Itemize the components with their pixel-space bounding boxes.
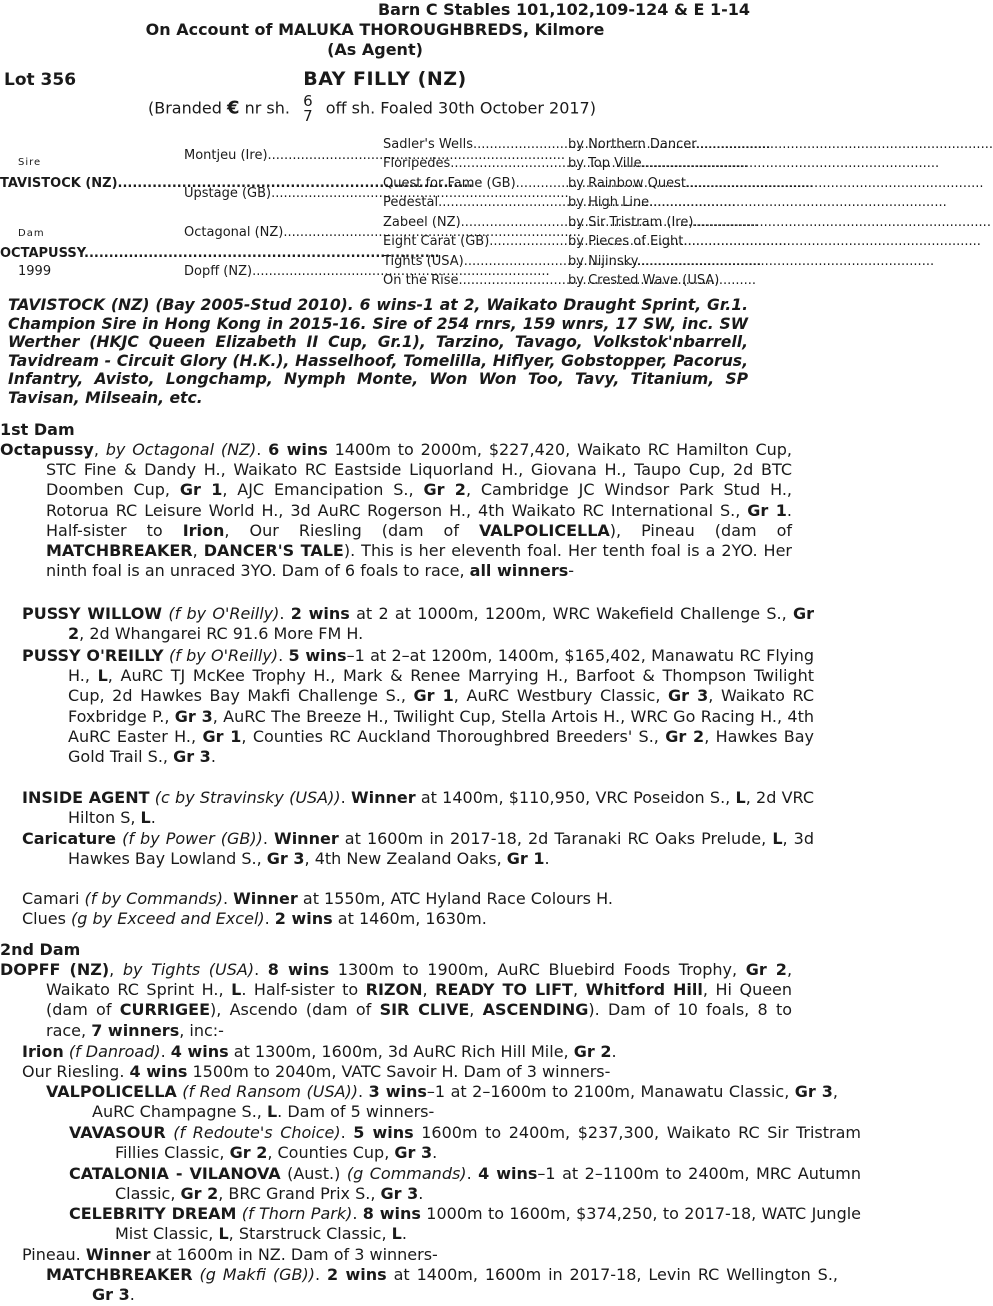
gen3-1: Sadler's Wells ..... [383,137,566,152]
gen4-4: by High Line ..... [568,195,744,210]
gen4-8: by Crested Wave (USA) [568,273,720,288]
first-dam-paragraph: Octapussy, by Octagonal (NZ). 6 wins 1400m to 2000m, $227,420, Waikato RC Hamilton Cup, STC Fine & Dandy H., Waikato RC Eastside Liquorland H., Giovana H., Taupo Cup, 2d BTC Doomben Cup, Gr 1, AJC Emancipation S., Gr 2, Cambridge JC Windsor Park Stud H., Rotorua RC Leisure World H., 3d AuRC Rogerson H., 4th Waikato RC International S., Gr 1. Half-sister to Irion, Our Riesling (dam of VALPOLICELLA), Pineau (dam of MATCHBREAKER, DANCER'S TALE). This is her eleventh foal. Her tenth foal is a 2YO. Her ninth foal is an unraced 3YO. Dam of 6 foals to race, all winners- [0,440,793,581]
gen3-2: Floripedes ..... [383,156,556,171]
progeny-matchbreaker: MATCHBREAKER (g Makfi (GB)). 2 wins at 1400m, 1600m in 2017-18, Levin RC Wellington S., Gr 3. [46,1265,838,1305]
brand-num-bottom: 7 [303,107,313,125]
brand-icon: € [227,97,240,119]
brand-prefix: (Branded [148,98,222,118]
horse-title: BAY FILLY (NZ) [303,68,467,90]
dam-label: Dam [18,228,45,239]
brand-suffix: off sh. Foaled 30th October 2017) [325,98,596,118]
progeny-clues: Clues (g by Exceed and Excel). 2 wins at 1460m, 1630m. [22,909,487,928]
progeny-catalonia: CATALONIA - VILANOVA (Aust.) (g Commands). 4 wins–1 at 2–1100m to 2400m, MRC Autumn Classic, Gr 2, BRC Grand Prix S., Gr 3. [69,1164,862,1204]
dam-year: 1999 [18,264,52,279]
sire-label: Sire [18,157,42,168]
gen2-4: Dopff (NZ) ..... [184,264,374,279]
gen3-3: Quest for Fame (GB) ..... [383,176,556,191]
brand-mid: nr sh. [244,98,290,118]
gen3-6: Eight Carat (GB) ..... [383,234,556,249]
brand-fraction [303,94,313,124]
progeny-caricature: Caricature (f by Power (GB)). Winner at 1600m in 2017-18, 2d Taranaki RC Oaks Prelude, L, 3d Hawkes Bay Lowland S., Gr 3, 4th New Zealand Oaks, Gr 1. [22,829,815,869]
progeny-pussy-oreilly: PUSSY O'REILLY (f by O'Reilly). 5 wins–1 at 2–at 1200m, 1400m, $165,402, Manawatu RC Flying H., L, AuRC TJ McKee Trophy H., Mark & Renee Marrying H., Barfoot & Thompson Twilight Cup, 2d Hawkes Bay Makfi Challenge S., Gr 1, AuRC Westbury Classic, Gr 3, Waikato RC Foxbridge P., Gr 3, AuRC The Breeze H., Twilight Cup, Stella Artois H., WRC Go Racing H., 4th AuRC Easter H., Gr 1, Counties RC Auckland Thoroughbred Breeders' S., Gr 2, Hawkes Bay Gold Trail S., Gr 3. [22,646,815,767]
progeny-irion: Irion (f Danroad). 4 wins at 1300m, 1600m, 3d AuRC Rich Hill Mile, Gr 2. [22,1042,617,1061]
progeny-pineau: Pineau. Winner at 1600m in NZ. Dam of 3 winners- [22,1245,438,1264]
dam-name: OCTAPUSSY ..... [0,246,168,261]
gen3-8: On the Rise ..... [383,273,556,288]
gen4-7: by Nijinsky ..... [568,254,744,269]
second-dam-heading: 2nd Dam [0,940,81,959]
gen4-3: by Rainbow Quest ..... [568,176,744,191]
progeny-camari: Camari (f by Commands). Winner at 1550m, ATC Hyland Race Colours H. [22,889,613,908]
gen4-5: by Sir Tristram (Ire) ..... [568,215,744,230]
gen2-1: Montjeu (Ire) ..... [184,148,374,163]
header-line-2: On Account of MALUKA THOROUGHBREDS, Kilmore [145,20,605,39]
gen4-2: by Top Ville ..... [568,156,744,171]
second-dam-paragraph: DOPFF (NZ), by Tights (USA). 8 wins 1300m to 1900m, AuRC Bluebird Foods Trophy, Gr 2, Waikato RC Sprint H., L. Half-sister to RIZON, READY TO LIFT, Whitford Hill, Hi Queen (dam of CURRIGEE), Ascendo (dam of SIR CLIVE, ASCENDING). Dam of 10 foals, 8 to race, 7 winners, inc:- [0,960,793,1040]
gen3-7: Tights (USA) ..... [383,254,556,269]
progeny-valpolicella: VALPOLICELLA (f Red Ransom (USA)). 3 wins–1 at 2–1600m to 2100m, Manawatu Classic, Gr 3, AuRC Champagne S., L. Dam of 5 winners- [46,1082,838,1122]
gen3-4: Pedestal ..... [383,195,556,210]
brand-num-top: 6 [303,92,313,110]
header-line-1: Barn C Stables 101,102,109-124 & E 1-14 [377,0,750,19]
gen4-6: by Pieces of Eight ..... [568,234,744,249]
gen2-2: Upstage (GB) ..... [184,186,374,201]
brand-line [148,94,596,124]
sire-paragraph: TAVISTOCK (NZ) (Bay 2005-Stud 2010). 6 wins-1 at 2, Waikato Draught Sprint, Gr.1. Champion Sire in Hong Kong in 2015-16. Sire of 254 rnrs, 159 wnrs, 17 SW, inc. SW Werther (HKJC Queen Elizabeth II Cup, Gr.1), Tarzino, Tavago, Volkstok'nbarrell, Tavidream - Circuit Glory (H.K.), Hasselhoof, Tomelilla, Hiflyer, Gobstopper, Pacorus, Infantry, Avisto, Longchamp, Nymph Monte, Won Won Too, Tavy, Titanium, SP Tavisan, Milseain, etc. [8,296,748,407]
first-dam-heading: 1st Dam [0,420,75,439]
gen2-3: Octagonal (NZ) ..... [184,225,374,240]
gen3-5: Zabeel (NZ) ..... [383,215,556,230]
progeny-pussy-willow: PUSSY WILLOW (f by O'Reilly). 2 wins at 2 at 1000m, 1200m, WRC Wakefield Challenge S., Gr 2, 2d Whangarei RC 91.6 More FM H. [22,604,814,644]
header-line-3: (As Agent) [327,40,423,59]
sire-name: TAVISTOCK (NZ) ..... [0,176,170,191]
progeny-our-riesling: Our Riesling. 4 wins 1500m to 2040m, VATC Savoir H. Dam of 3 winners- [22,1062,611,1081]
lot-number: Lot 356 [4,70,77,90]
progeny-inside-agent: INSIDE AGENT (c by Stravinsky (USA)). Winner at 1400m, $110,950, VRC Poseidon S., L, 2d VRC Hilton S, L. [22,788,815,828]
progeny-vavasour: VAVASOUR (f Redoute's Choice). 5 wins 1600m to 2400m, $237,300, Waikato RC Sir Tristram Fillies Classic, Gr 2, Counties Cup, Gr 3. [69,1123,862,1163]
progeny-celebrity-dream: CELEBRITY DREAM (f Thorn Park). 8 wins 1000m to 1600m, $374,250, to 2017-18, WATC Jungle Mist Classic, L, Starstruck Classic, L. [69,1204,862,1244]
gen4-1: by Northern Dancer ..... [568,137,744,152]
